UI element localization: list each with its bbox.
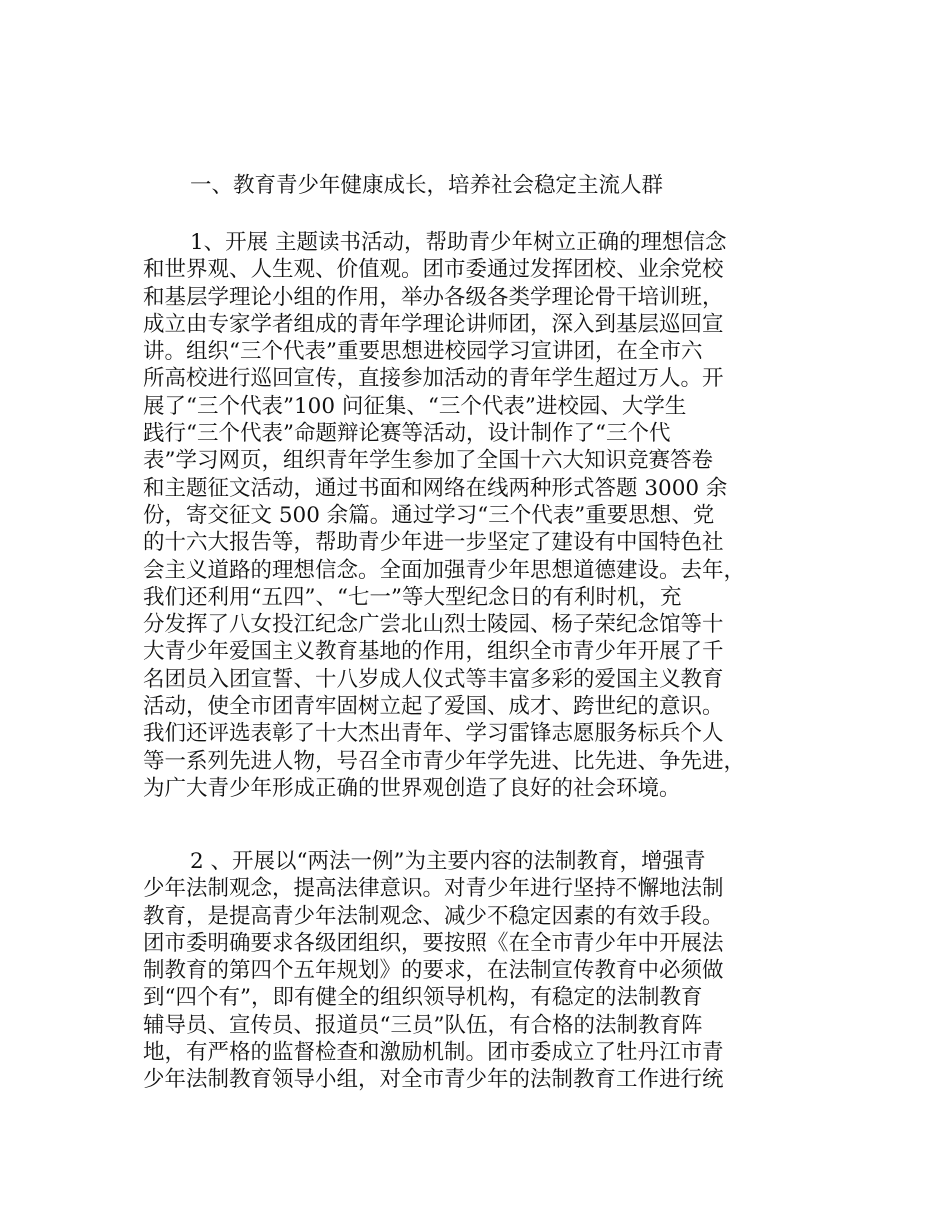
paragraph-line: 名团员入团宣誓、十八岁成人仪式等丰富多彩的爱国主义教育 <box>143 666 724 692</box>
section-heading: 一、教育青少年健康成长，培养社会稳定主流人群 <box>190 173 664 198</box>
paragraph-line: 为广大青少年形成正确的世界观创造了良好的社会环境。 <box>143 775 681 801</box>
paragraph-line: 辅导员、宣传员、报道员“三员”队伍，有合格的法制教育阵 <box>143 1012 703 1038</box>
paragraph-line: 成立由专家学者组成的青年学理论讲师团，深入到基层巡回宣 <box>143 311 724 337</box>
paragraph-line: 我们还评选表彰了十大杰出青年、学习雷锋志愿服务标兵个人 <box>143 721 724 747</box>
paragraph-line: 的十六大报告等，帮助青少年进一步坚定了建设有中国特色社 <box>143 530 724 556</box>
paragraph-line: 展了“三个代表”100 问征集、“三个代表”进校园、大学生 <box>143 393 687 419</box>
paragraph-1 <box>143 229 833 802</box>
paragraph-line: 讲。组织“三个代表”重要思想进校园学习宣讲团，在全市六 <box>143 339 703 365</box>
paragraph-line: 等一系列先进人物，号召全市青少年学先进、比先进、争先进， <box>143 748 746 774</box>
paragraph-line: 表”学习网页，组织青年学生参加了全国十六大知识竞赛答卷 <box>143 448 713 474</box>
paragraph-line: 2 、开展以“两法一例”为主要内容的法制教育，增强青 <box>190 849 706 874</box>
paragraph-line: 会主义道路的理想信念。全面加强青少年思想道德建设。去年， <box>143 557 746 583</box>
paragraph-line: 1、开展 主题读书活动，帮助青少年树立正确的理想信念 <box>190 230 727 255</box>
paragraph-line: 活动，使全市团青牢固树立起了爱国、成才、跨世纪的意识。 <box>143 694 724 720</box>
paragraph-line: 团市委明确要求各级团组织，要按照《在全市青少年中开展法 <box>143 930 724 956</box>
paragraph-line: 教育，是提高青少年法制观念、减少不稳定因素的有效手段。 <box>143 903 724 929</box>
paragraph-line: 和世界观、人生观、价值观。团市委通过发挥团校、业余党校 <box>143 257 724 283</box>
paragraph-line: 我们还利用“五四”、“七一”等大型纪念日的有利时机，充 <box>143 584 682 610</box>
paragraph-line: 和基层学理论小组的作用，举办各级各类学理论骨干培训班， <box>143 284 724 310</box>
paragraph-line: 少年法制观念，提高法律意识。对青少年进行坚持不懈地法制 <box>143 876 724 902</box>
paragraph-line: 地，有严格的监督检查和激励机制。团市委成立了牡丹江市青 <box>143 1040 724 1066</box>
paragraph-line: 和主题征文活动，通过书面和网络在线两种形式答题 3000 余 <box>143 475 728 501</box>
paragraph-line: 到“四个有”，即有健全的组织领导机构，有稳定的法制教育 <box>143 985 703 1011</box>
paragraph-line: 大青少年爱国主义教育基地的作用，组织全市青少年开展了千 <box>143 639 724 665</box>
paragraph-line: 少年法制教育领导小组，对全市青少年的法制教育工作进行统 <box>143 1067 724 1093</box>
paragraph-line: 制教育的第四个五年规划》的要求，在法制宣传教育中必须做 <box>143 958 724 984</box>
paragraph-line: 分发挥了八女投江纪念广尝北山烈士陵园、杨子荣纪念馆等十 <box>143 612 724 638</box>
paragraph-line: 所高校进行巡回宣传，直接参加活动的青年学生超过万人。开 <box>143 366 724 392</box>
paragraph-line: 践行“三个代表”命题辩论赛等活动，设计制作了“三个代 <box>143 421 671 447</box>
paragraph-line: 份，寄交征文 500 余篇。通过学习“三个代表”重要思想、党 <box>143 502 715 528</box>
paragraph-2 <box>143 848 833 1094</box>
